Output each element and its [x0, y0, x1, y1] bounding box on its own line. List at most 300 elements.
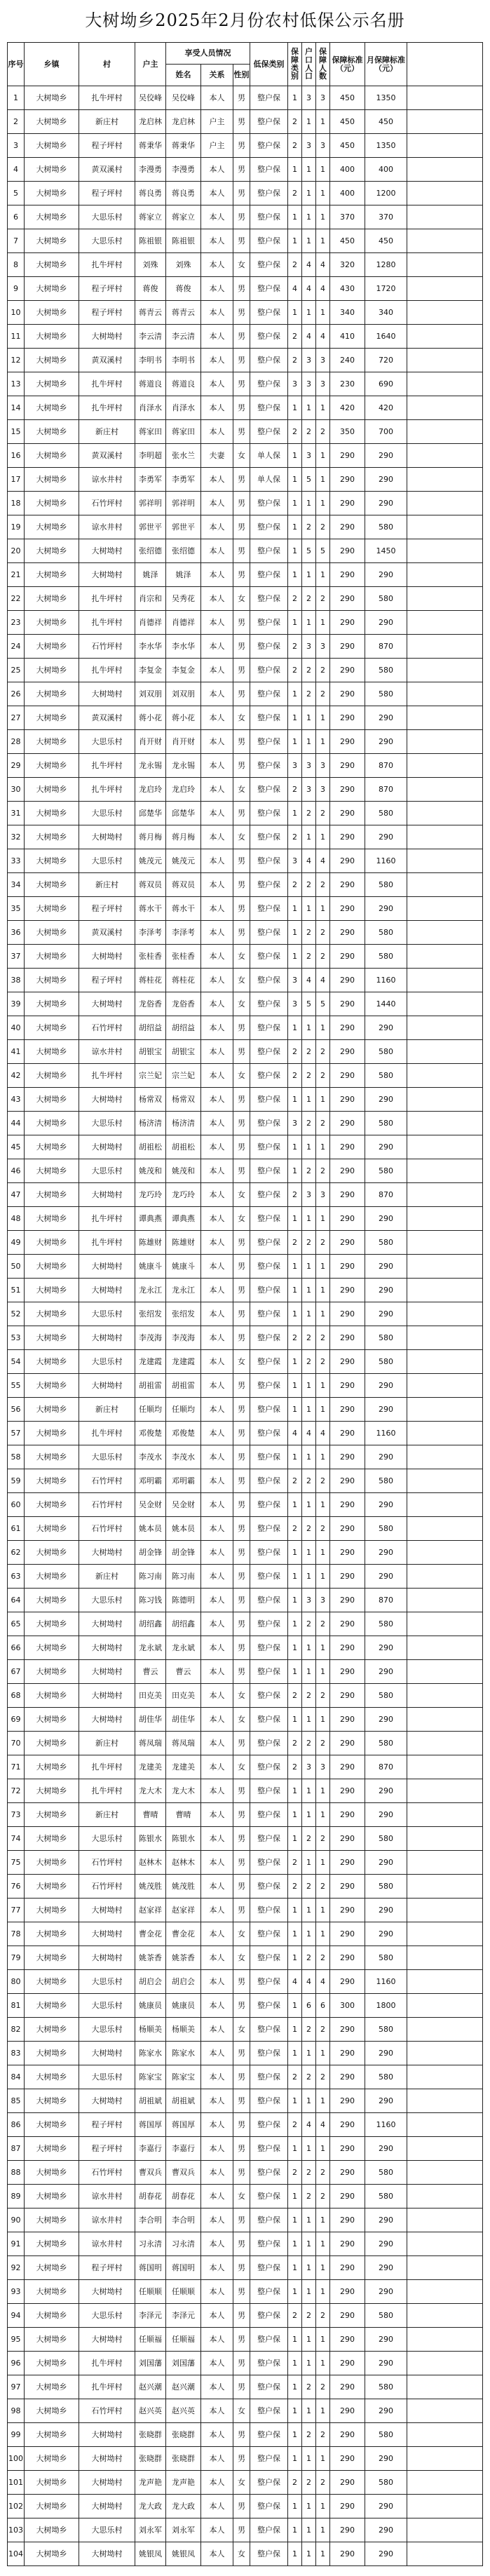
- cell-cat-a: 1: [288, 2399, 302, 2423]
- cell-gender: 男: [233, 2447, 250, 2471]
- cell-relation: 本人: [201, 1970, 233, 1994]
- cell-name: 刘国藩: [166, 2352, 201, 2375]
- cell-village: 程子坪村: [79, 897, 135, 921]
- cell-name: 张绍发: [166, 1302, 201, 1326]
- table-row: [8, 587, 483, 611]
- cell-monthly: 580: [365, 1064, 407, 1088]
- cell-head: 李云清: [135, 325, 166, 349]
- cell-cat-a: 2: [288, 349, 302, 372]
- cell-cat-c: 2: [316, 1517, 330, 1541]
- cell-monthly: 290: [365, 1636, 407, 1660]
- cell-seq: 90: [8, 2209, 25, 2232]
- cell-category: 整户保: [250, 1374, 288, 1398]
- cell-name: 龙巧玲: [166, 1183, 201, 1207]
- cell-township: 大树坳乡: [25, 992, 79, 1016]
- cell-head: 蒋月梅: [135, 825, 166, 849]
- cell-name: 姚本员: [166, 1517, 201, 1541]
- cell-head: 姚本员: [135, 1517, 166, 1541]
- cell-gender: 男: [233, 1875, 250, 1899]
- cell-cat-b: 2: [302, 515, 316, 539]
- header-township: 乡镇: [25, 43, 79, 86]
- table-row: [8, 1279, 483, 1302]
- cell-cat-b: 1: [302, 205, 316, 229]
- cell-cat-b: 1: [302, 2518, 316, 2542]
- cell-township: 大树坳乡: [25, 1040, 79, 1064]
- cell-standard: 290: [330, 1398, 365, 1422]
- cell-standard: 290: [330, 563, 365, 587]
- cell-head: 蒋国明: [135, 2256, 166, 2280]
- cell-cat-a: 1: [288, 1660, 302, 1684]
- cell-relation: 本人: [201, 754, 233, 778]
- cell-village: 石竹坪村: [79, 492, 135, 515]
- cell-category: 整户保: [250, 134, 288, 158]
- table-row: [8, 897, 483, 921]
- cell-standard: 400: [330, 182, 365, 205]
- table-row: [8, 2495, 483, 2518]
- cell-gender: 男: [233, 182, 250, 205]
- cell-blank: [407, 1135, 483, 1159]
- cell-village: 谅水井村: [79, 468, 135, 492]
- cell-name: 蒋水干: [166, 897, 201, 921]
- table-row: [8, 2423, 483, 2447]
- cell-village: 扎牛坪村: [79, 2352, 135, 2375]
- cell-cat-c: 1: [316, 2042, 330, 2065]
- cell-head: 张绍德: [135, 539, 166, 563]
- cell-village: 扎牛坪村: [79, 587, 135, 611]
- cell-monthly: 700: [365, 420, 407, 444]
- cell-category: 整户保: [250, 372, 288, 396]
- cell-monthly: 580: [365, 1827, 407, 1851]
- cell-standard: 290: [330, 2137, 365, 2161]
- cell-monthly: 290: [365, 611, 407, 635]
- cell-name: 任顺福: [166, 2328, 201, 2352]
- cell-head: 谭典燕: [135, 1207, 166, 1231]
- cell-township: 大树坳乡: [25, 1374, 79, 1398]
- cell-cat-a: 1: [288, 1350, 302, 1374]
- cell-category: 整户保: [250, 754, 288, 778]
- cell-blank: [407, 730, 483, 754]
- cell-monthly: 290: [365, 2495, 407, 2518]
- cell-cat-c: 3: [316, 778, 330, 802]
- cell-gender: 男: [233, 1445, 250, 1469]
- cell-township: 大树坳乡: [25, 1112, 79, 1135]
- cell-standard: 290: [330, 1016, 365, 1040]
- cell-blank: [407, 1851, 483, 1875]
- cell-name: 龙建霞: [166, 1350, 201, 1374]
- cell-name: 张桂香: [166, 945, 201, 969]
- cell-village: 新庄村: [79, 110, 135, 134]
- cell-cat-c: 4: [316, 277, 330, 301]
- cell-head: 肖开财: [135, 730, 166, 754]
- cell-cat-a: 1: [288, 945, 302, 969]
- cell-monthly: 290: [365, 2352, 407, 2375]
- cell-township: 大树坳乡: [25, 1589, 79, 1612]
- cell-cat-a: 2: [288, 420, 302, 444]
- cell-village: 大思乐村: [79, 1159, 135, 1183]
- cell-standard: 290: [330, 1970, 365, 1994]
- cell-blank: [407, 2137, 483, 2161]
- cell-blank: [407, 1183, 483, 1207]
- cell-cat-a: 1: [288, 1135, 302, 1159]
- cell-relation: 本人: [201, 2375, 233, 2399]
- cell-category: 整户保: [250, 1899, 288, 1922]
- cell-seq: 48: [8, 1207, 25, 1231]
- cell-township: 大树坳乡: [25, 1445, 79, 1469]
- table-body: [8, 86, 483, 2566]
- cell-cat-c: 4: [316, 253, 330, 277]
- cell-monthly: 290: [365, 1851, 407, 1875]
- cell-seq: 103: [8, 2518, 25, 2542]
- cell-township: 大树坳乡: [25, 802, 79, 825]
- cell-standard: 290: [330, 2161, 365, 2185]
- cell-cat-a: 4: [288, 1422, 302, 1445]
- cell-village: 大树坳村: [79, 1183, 135, 1207]
- cell-head: 姚康斗: [135, 1255, 166, 1279]
- cell-relation: 本人: [201, 515, 233, 539]
- cell-cat-b: 1: [302, 1255, 316, 1279]
- cell-blank: [407, 2185, 483, 2209]
- cell-cat-a: 2: [288, 1040, 302, 1064]
- cell-cat-a: 1: [288, 1922, 302, 1946]
- cell-name: 肖泽水: [166, 396, 201, 420]
- cell-head: 胡祖斌: [135, 2089, 166, 2113]
- cell-seq: 80: [8, 1970, 25, 1994]
- cell-blank: [407, 1875, 483, 1899]
- cell-seq: 99: [8, 2423, 25, 2447]
- cell-blank: [407, 969, 483, 992]
- cell-standard: 290: [330, 945, 365, 969]
- cell-cat-b: 2: [302, 1612, 316, 1636]
- cell-gender: 男: [233, 1398, 250, 1422]
- cell-cat-c: 1: [316, 2089, 330, 2113]
- cell-seq: 39: [8, 992, 25, 1016]
- cell-cat-a: 1: [288, 205, 302, 229]
- cell-name: 蒋桂花: [166, 969, 201, 992]
- cell-monthly: 870: [365, 1755, 407, 1779]
- cell-name: 张绍德: [166, 539, 201, 563]
- table-row: [8, 86, 483, 110]
- cell-category: 整户保: [250, 1589, 288, 1612]
- cell-cat-c: 2: [316, 945, 330, 969]
- cell-blank: [407, 849, 483, 873]
- cell-cat-a: 1: [288, 2328, 302, 2352]
- cell-cat-a: 2: [288, 778, 302, 802]
- cell-cat-b: 1: [302, 2328, 316, 2352]
- cell-cat-a: 3: [288, 754, 302, 778]
- cell-monthly: 290: [365, 1398, 407, 1422]
- table-row: [8, 945, 483, 969]
- table-row: [8, 921, 483, 945]
- cell-category: 整户保: [250, 1970, 288, 1994]
- cell-township: 大树坳乡: [25, 1064, 79, 1088]
- cell-village: 谅水井村: [79, 2232, 135, 2256]
- cell-relation: 户主: [201, 110, 233, 134]
- table-row: [8, 2375, 483, 2399]
- cell-seq: 34: [8, 873, 25, 897]
- cell-relation: 本人: [201, 2065, 233, 2089]
- cell-cat-a: 1: [288, 1493, 302, 1517]
- cell-relation: 本人: [201, 1326, 233, 1350]
- cell-gender: 男: [233, 229, 250, 253]
- cell-cat-b: 1: [302, 1708, 316, 1732]
- cell-cat-c: 4: [316, 325, 330, 349]
- cell-seq: 6: [8, 205, 25, 229]
- cell-village: 大思乐村: [79, 730, 135, 754]
- cell-village: 大思乐村: [79, 2065, 135, 2089]
- cell-category: 整户保: [250, 682, 288, 706]
- cell-relation: 本人: [201, 2161, 233, 2185]
- cell-standard: 450: [330, 229, 365, 253]
- cell-cat-b: 1: [302, 825, 316, 849]
- cell-relation: 本人: [201, 2042, 233, 2065]
- cell-category: 整户保: [250, 1207, 288, 1231]
- cell-seq: 87: [8, 2137, 25, 2161]
- cell-name: 龙大木: [166, 1779, 201, 1803]
- cell-seq: 54: [8, 1350, 25, 1374]
- cell-relation: 本人: [201, 1827, 233, 1851]
- cell-seq: 26: [8, 682, 25, 706]
- cell-name: 李茂水: [166, 1445, 201, 1469]
- cell-gender: 男: [233, 1159, 250, 1183]
- cell-category: 整户保: [250, 1088, 288, 1112]
- cell-category: 整户保: [250, 1350, 288, 1374]
- cell-category: 整户保: [250, 611, 288, 635]
- cell-standard: 290: [330, 611, 365, 635]
- cell-cat-a: 2: [288, 2161, 302, 2185]
- cell-gender: 男: [233, 1827, 250, 1851]
- cell-standard: 290: [330, 2542, 365, 2566]
- cell-village: 程子坪村: [79, 134, 135, 158]
- table-row: [8, 1827, 483, 1851]
- cell-cat-a: 2: [288, 1064, 302, 1088]
- table-row: [8, 1231, 483, 1255]
- cell-cat-b: 1: [302, 2399, 316, 2423]
- cell-standard: 290: [330, 468, 365, 492]
- cell-standard: 290: [330, 1135, 365, 1159]
- cell-seq: 98: [8, 2399, 25, 2423]
- cell-head: 田克美: [135, 1684, 166, 1708]
- table-row: [8, 444, 483, 468]
- cell-seq: 57: [8, 1422, 25, 1445]
- cell-gender: 男: [233, 897, 250, 921]
- table-row: [8, 1112, 483, 1135]
- cell-relation: 本人: [201, 1088, 233, 1112]
- cell-township: 大树坳乡: [25, 1183, 79, 1207]
- cell-monthly: 290: [365, 2518, 407, 2542]
- cell-cat-a: 1: [288, 1445, 302, 1469]
- cell-township: 大树坳乡: [25, 730, 79, 754]
- cell-gender: 男: [233, 1517, 250, 1541]
- cell-category: 整户保: [250, 1231, 288, 1255]
- cell-cat-c: 1: [316, 2399, 330, 2423]
- cell-cat-a: 1: [288, 1279, 302, 1302]
- cell-cat-a: 1: [288, 1302, 302, 1326]
- cell-relation: 本人: [201, 1517, 233, 1541]
- cell-relation: 本人: [201, 849, 233, 873]
- cell-standard: 290: [330, 539, 365, 563]
- cell-category: 整户保: [250, 1875, 288, 1899]
- cell-monthly: 290: [365, 825, 407, 849]
- cell-monthly: 580: [365, 659, 407, 682]
- cell-relation: 本人: [201, 1016, 233, 1040]
- cell-standard: 290: [330, 1684, 365, 1708]
- cell-cat-b: 4: [302, 325, 316, 349]
- cell-name: 陈家水: [166, 2042, 201, 2065]
- cell-village: 大思乐村: [79, 1350, 135, 1374]
- table-row: [8, 992, 483, 1016]
- cell-blank: [407, 2328, 483, 2352]
- cell-relation: 本人: [201, 563, 233, 587]
- cell-cat-a: 1: [288, 158, 302, 182]
- cell-standard: 290: [330, 1755, 365, 1779]
- cell-cat-b: 1: [302, 1207, 316, 1231]
- cell-relation: 本人: [201, 1040, 233, 1064]
- cell-name: 谭典燕: [166, 1207, 201, 1231]
- cell-village: 石竹坪村: [79, 635, 135, 659]
- cell-village: 谅水井村: [79, 2185, 135, 2209]
- cell-name: 蒋国厚: [166, 2113, 201, 2137]
- cell-gender: 女: [233, 1207, 250, 1231]
- cell-standard: 290: [330, 1899, 365, 1922]
- cell-village: 大树坳村: [79, 2542, 135, 2566]
- cell-seq: 20: [8, 539, 25, 563]
- cell-category: 整户保: [250, 659, 288, 682]
- cell-township: 大树坳乡: [25, 921, 79, 945]
- cell-gender: 女: [233, 2018, 250, 2042]
- cell-standard: 290: [330, 1660, 365, 1684]
- cell-cat-a: 1: [288, 706, 302, 730]
- table-row: [8, 182, 483, 205]
- cell-monthly: 580: [365, 1946, 407, 1970]
- cell-cat-b: 1: [302, 1803, 316, 1827]
- cell-township: 大树坳乡: [25, 2256, 79, 2280]
- cell-blank: [407, 825, 483, 849]
- cell-name: 姚茂胜: [166, 1875, 201, 1899]
- cell-monthly: 580: [365, 1326, 407, 1350]
- cell-cat-b: 1: [302, 730, 316, 754]
- cell-monthly: 290: [365, 1302, 407, 1326]
- cell-village: 石竹坪村: [79, 2161, 135, 2185]
- cell-name: 蒋良勇: [166, 182, 201, 205]
- cell-category: 整户保: [250, 301, 288, 325]
- cell-cat-b: 3: [302, 635, 316, 659]
- cell-blank: [407, 1302, 483, 1326]
- cell-cat-a: 1: [288, 1088, 302, 1112]
- cell-standard: 290: [330, 1636, 365, 1660]
- cell-seq: 16: [8, 444, 25, 468]
- cell-seq: 102: [8, 2495, 25, 2518]
- cell-blank: [407, 1231, 483, 1255]
- cell-township: 大树坳乡: [25, 539, 79, 563]
- cell-blank: [407, 1493, 483, 1517]
- cell-township: 大树坳乡: [25, 444, 79, 468]
- cell-village: 大树坳村: [79, 682, 135, 706]
- table-row: [8, 2518, 483, 2542]
- cell-township: 大树坳乡: [25, 563, 79, 587]
- cell-seq: 27: [8, 706, 25, 730]
- cell-cat-b: 1: [302, 1636, 316, 1660]
- cell-category: 整户保: [250, 706, 288, 730]
- cell-village: 扎牛坪村: [79, 396, 135, 420]
- cell-standard: 450: [330, 110, 365, 134]
- cell-category: 整户保: [250, 515, 288, 539]
- cell-cat-a: 1: [288, 1612, 302, 1636]
- cell-cat-c: 3: [316, 1589, 330, 1612]
- cell-cat-b: 2: [302, 1827, 316, 1851]
- cell-head: 李嘉行: [135, 2137, 166, 2161]
- cell-name: 姚泽: [166, 563, 201, 587]
- cell-gender: 男: [233, 2209, 250, 2232]
- cell-name: 曹云: [166, 1660, 201, 1684]
- cell-blank: [407, 229, 483, 253]
- cell-name: 龙建美: [166, 1755, 201, 1779]
- cell-seq: 58: [8, 1445, 25, 1469]
- cell-relation: 本人: [201, 945, 233, 969]
- table-row: [8, 1755, 483, 1779]
- cell-cat-b: 1: [302, 2280, 316, 2304]
- cell-standard: 290: [330, 1612, 365, 1636]
- cell-cat-c: 1: [316, 706, 330, 730]
- cell-category: 整户保: [250, 921, 288, 945]
- cell-gender: 男: [233, 468, 250, 492]
- cell-head: 胡银宝: [135, 1040, 166, 1064]
- cell-category: 整户保: [250, 587, 288, 611]
- cell-cat-a: 1: [288, 396, 302, 420]
- cell-gender: 女: [233, 1350, 250, 1374]
- cell-relation: 本人: [201, 706, 233, 730]
- cell-standard: 290: [330, 1708, 365, 1732]
- cell-head: 邱楚华: [135, 802, 166, 825]
- cell-township: 大树坳乡: [25, 706, 79, 730]
- cell-cat-a: 2: [288, 2471, 302, 2495]
- cell-village: 新庄村: [79, 1565, 135, 1589]
- table-row: [8, 873, 483, 897]
- cell-seq: 36: [8, 921, 25, 945]
- cell-head: 龙大政: [135, 2495, 166, 2518]
- cell-category: 整户保: [250, 2018, 288, 2042]
- cell-gender: 男: [233, 635, 250, 659]
- cell-standard: 290: [330, 2089, 365, 2113]
- cell-monthly: 290: [365, 2328, 407, 2352]
- cell-cat-b: 3: [302, 134, 316, 158]
- cell-blank: [407, 1326, 483, 1350]
- cell-standard: 240: [330, 349, 365, 372]
- cell-head: 蒋小花: [135, 706, 166, 730]
- cell-name: 曹双兵: [166, 2161, 201, 2185]
- header-head: 户主: [135, 43, 166, 86]
- cell-cat-a: 2: [288, 873, 302, 897]
- cell-standard: 290: [330, 1183, 365, 1207]
- cell-cat-c: 3: [316, 1755, 330, 1779]
- cell-standard: 290: [330, 1207, 365, 1231]
- cell-township: 大树坳乡: [25, 1851, 79, 1875]
- cell-blank: [407, 1899, 483, 1922]
- cell-cat-c: 5: [316, 539, 330, 563]
- cell-cat-c: 2: [316, 1350, 330, 1374]
- cell-category: 整户保: [250, 1016, 288, 1040]
- cell-cat-b: 2: [302, 945, 316, 969]
- cell-gender: 男: [233, 372, 250, 396]
- cell-relation: 本人: [201, 1064, 233, 1088]
- cell-cat-b: 2: [302, 1159, 316, 1183]
- cell-standard: 290: [330, 1112, 365, 1135]
- cell-gender: 男: [233, 682, 250, 706]
- table-row: [8, 2352, 483, 2375]
- cell-village: 大树坳村: [79, 1279, 135, 1302]
- cell-cat-b: 4: [302, 2113, 316, 2137]
- cell-cat-b: 4: [302, 1970, 316, 1994]
- cell-relation: 本人: [201, 659, 233, 682]
